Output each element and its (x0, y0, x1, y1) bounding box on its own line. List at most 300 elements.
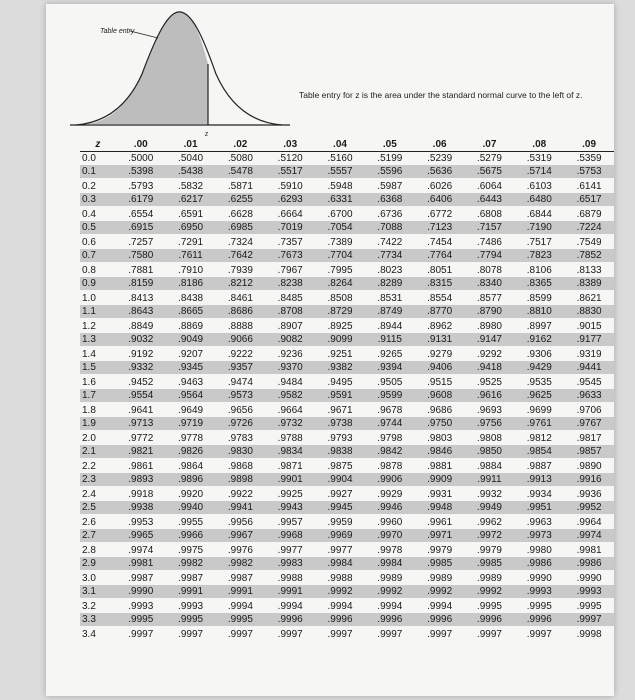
probability-cell: .9898 (215, 473, 265, 487)
probability-cell: .6517 (564, 193, 614, 207)
probability-cell: .9066 (215, 333, 265, 347)
probability-cell: .9564 (166, 389, 216, 403)
probability-cell: .9803 (415, 431, 465, 445)
normal-curve-figure (46, 4, 614, 144)
probability-cell: .9943 (265, 501, 315, 515)
probability-cell: .9972 (465, 529, 515, 543)
probability-cell: .8907 (265, 319, 315, 333)
table-row (80, 389, 614, 403)
probability-cell: .9793 (315, 431, 365, 445)
probability-cell: .7823 (514, 249, 564, 263)
probability-cell: .9887 (514, 459, 564, 473)
probability-cell: .9970 (365, 529, 415, 543)
table-row (80, 375, 614, 389)
probability-cell: .9920 (166, 487, 216, 501)
table-row (80, 347, 614, 361)
table-entry-label: Table entry (100, 28, 135, 35)
probability-cell: .9994 (415, 599, 465, 613)
probability-cell: .7910 (166, 263, 216, 277)
probability-cell: .9808 (465, 431, 515, 445)
probability-cell: .9984 (365, 557, 415, 571)
probability-cell: .9909 (415, 473, 465, 487)
z-value-cell: 0.4 (80, 207, 116, 221)
column-header: .00 (116, 137, 166, 152)
probability-cell: .6950 (166, 221, 216, 235)
z-value-cell: 1.3 (80, 333, 116, 347)
probability-cell: .8962 (415, 319, 465, 333)
table-page (46, 4, 614, 696)
probability-cell: .7549 (564, 235, 614, 249)
table-row (80, 235, 614, 249)
probability-cell: .8133 (564, 263, 614, 277)
probability-cell: .9767 (564, 417, 614, 431)
probability-cell: .9985 (415, 557, 465, 571)
probability-cell: .9713 (116, 417, 166, 431)
probability-cell: .9995 (514, 599, 564, 613)
probability-cell: .9995 (564, 599, 614, 613)
probability-cell: .8340 (465, 277, 515, 291)
probability-cell: .9854 (514, 445, 564, 459)
probability-cell: .9951 (514, 501, 564, 515)
table-row (80, 501, 614, 515)
probability-cell: .9991 (265, 585, 315, 599)
probability-cell: .9319 (564, 347, 614, 361)
probability-cell: .8531 (365, 291, 415, 305)
table-row (80, 277, 614, 291)
probability-cell: .8708 (265, 305, 315, 319)
probability-cell: .5319 (526, 153, 552, 164)
probability-cell: .9990 (514, 571, 564, 585)
probability-cell: .9997 (215, 627, 265, 641)
probability-cell: .9772 (116, 431, 166, 445)
table-row (80, 431, 614, 445)
probability-cell: .8888 (215, 319, 265, 333)
probability-cell: .8212 (215, 277, 265, 291)
probability-cell: .9941 (215, 501, 265, 515)
probability-cell: .8665 (166, 305, 216, 319)
probability-cell: .9332 (116, 361, 166, 375)
z-value-cell: 1.7 (80, 389, 116, 403)
probability-cell: .8389 (564, 277, 614, 291)
probability-cell: .9965 (116, 529, 166, 543)
probability-cell: .9940 (166, 501, 216, 515)
probability-cell: .9463 (166, 375, 216, 389)
z-value-cell: 1.4 (80, 347, 116, 361)
probability-cell: .9974 (564, 529, 614, 543)
z-value-cell: 2.5 (80, 501, 116, 515)
probability-cell: .5987 (365, 179, 415, 193)
probability-cell: .9977 (315, 543, 365, 557)
probability-cell: .9826 (166, 445, 216, 459)
probability-cell: .6064 (465, 179, 515, 193)
z-value-cell: 2.8 (80, 543, 116, 557)
probability-cell: .9633 (564, 389, 614, 403)
probability-cell: .8289 (365, 277, 415, 291)
probability-cell: .9997 (365, 627, 415, 641)
column-header-z: z (80, 137, 116, 152)
probability-cell: .9686 (415, 403, 465, 417)
probability-cell: .9881 (415, 459, 465, 473)
probability-cell: .9656 (215, 403, 265, 417)
probability-cell: .9625 (514, 389, 564, 403)
probability-cell: .5517 (265, 165, 315, 179)
probability-cell: .9871 (265, 459, 315, 473)
probability-cell: .9726 (215, 417, 265, 431)
z-value-cell: 0.2 (80, 179, 116, 193)
probability-cell: .6406 (415, 193, 465, 207)
z-value-cell: 2.6 (80, 515, 116, 529)
probability-cell: .9896 (166, 473, 216, 487)
probability-cell: .9842 (365, 445, 415, 459)
table-row (80, 193, 614, 207)
z-value-cell: 2.4 (80, 487, 116, 501)
probability-cell: .5080 (227, 153, 253, 164)
probability-cell: .9778 (166, 431, 216, 445)
probability-cell: .9960 (365, 515, 415, 529)
probability-cell: .9988 (315, 571, 365, 585)
probability-cell: .9980 (514, 543, 564, 557)
probability-cell: .9989 (365, 571, 415, 585)
probability-cell: .9955 (166, 515, 216, 529)
probability-cell: .9992 (365, 585, 415, 599)
probability-cell: .9996 (465, 613, 515, 627)
table-row (80, 263, 614, 277)
probability-cell: .8830 (564, 305, 614, 319)
table-row (80, 543, 614, 557)
probability-cell: .9987 (215, 571, 265, 585)
table-row (80, 291, 614, 305)
probability-cell: .9989 (465, 571, 515, 585)
probability-cell: .9162 (514, 333, 564, 347)
probability-cell: .9441 (564, 361, 614, 375)
probability-cell: .9993 (514, 585, 564, 599)
probability-cell: .5239 (427, 153, 453, 164)
probability-cell: .5040 (178, 153, 204, 164)
probability-cell: .6664 (265, 207, 315, 221)
probability-cell: .9925 (265, 487, 315, 501)
probability-cell: .9927 (315, 487, 365, 501)
probability-cell: .9306 (514, 347, 564, 361)
probability-cell: .9838 (315, 445, 365, 459)
z-value-cell: 1.2 (80, 319, 116, 333)
probability-cell: .9997 (564, 613, 614, 627)
probability-cell: .9515 (415, 375, 465, 389)
probability-cell: .6844 (514, 207, 564, 221)
probability-cell: .9573 (215, 389, 265, 403)
probability-cell: .9986 (564, 557, 614, 571)
probability-cell: .9961 (415, 515, 465, 529)
probability-cell: .9505 (365, 375, 415, 389)
probability-cell: .8438 (166, 291, 216, 305)
probability-cell: .9997 (315, 627, 365, 641)
probability-cell: .9969 (315, 529, 365, 543)
probability-cell: .9994 (265, 599, 315, 613)
probability-cell: .9452 (116, 375, 166, 389)
probability-cell: .6443 (465, 193, 515, 207)
z-value-cell: 0.8 (80, 263, 116, 277)
probability-cell: .9857 (564, 445, 614, 459)
probability-cell: .5753 (564, 165, 614, 179)
probability-cell: .6103 (514, 179, 564, 193)
probability-cell: .9616 (465, 389, 515, 403)
probability-cell: .7673 (265, 249, 315, 263)
probability-cell: .7794 (465, 249, 515, 263)
probability-cell: .8485 (265, 291, 315, 305)
z-value-cell: 0.9 (80, 277, 116, 291)
probability-cell: .9177 (564, 333, 614, 347)
probability-cell: .9962 (465, 515, 515, 529)
z-value-cell: 3.0 (80, 571, 116, 585)
table-row (80, 445, 614, 459)
probability-cell: .9732 (265, 417, 315, 431)
probability-cell: .9664 (265, 403, 315, 417)
probability-cell: .7123 (415, 221, 465, 235)
column-header: .07 (465, 137, 515, 152)
probability-cell: .9963 (514, 515, 564, 529)
z-value-cell: 3.3 (80, 613, 116, 627)
probability-cell: .9984 (315, 557, 365, 571)
column-header: .03 (265, 137, 315, 152)
probability-cell: .9997 (415, 627, 465, 641)
probability-cell: .7324 (215, 235, 265, 249)
table-row (80, 207, 614, 221)
table-row (80, 585, 614, 599)
probability-cell: .6700 (315, 207, 365, 221)
table-row (80, 403, 614, 417)
table-row (80, 487, 614, 501)
probability-cell: .9986 (514, 557, 564, 571)
probability-cell: .9693 (465, 403, 515, 417)
column-header: .08 (514, 137, 564, 152)
probability-cell: .5948 (315, 179, 365, 193)
probability-cell: .5120 (277, 153, 303, 164)
probability-cell: .9744 (365, 417, 415, 431)
probability-cell: .7881 (116, 263, 166, 277)
probability-cell: .7704 (315, 249, 365, 263)
probability-cell: .9115 (365, 333, 415, 347)
probability-cell: .9582 (265, 389, 315, 403)
probability-cell: .9991 (166, 585, 216, 599)
probability-cell: .7190 (514, 221, 564, 235)
column-header: .01 (166, 137, 216, 152)
probability-cell: .9495 (315, 375, 365, 389)
probability-cell: .8238 (265, 277, 315, 291)
probability-cell: .9929 (365, 487, 415, 501)
probability-cell: .9032 (116, 333, 166, 347)
probability-cell: .5793 (116, 179, 166, 193)
probability-cell: .5000 (128, 153, 154, 164)
probability-cell: .9719 (166, 417, 216, 431)
probability-cell: .7486 (465, 235, 515, 249)
probability-cell: .9861 (116, 459, 166, 473)
probability-cell: .9821 (116, 445, 166, 459)
probability-cell: .9918 (116, 487, 166, 501)
table-row (80, 152, 614, 166)
z-value-cell: 3.4 (80, 627, 116, 641)
z-value-cell: 2.1 (80, 445, 116, 459)
probability-cell: .6591 (166, 207, 216, 221)
probability-cell: .6554 (116, 207, 166, 221)
table-row (80, 557, 614, 571)
probability-cell: .9996 (265, 613, 315, 627)
probability-cell: .8980 (465, 319, 515, 333)
table-row (80, 571, 614, 585)
probability-cell: .9265 (365, 347, 415, 361)
probability-cell: .9901 (265, 473, 315, 487)
probability-cell: .9738 (315, 417, 365, 431)
probability-cell: .9599 (365, 389, 415, 403)
probability-cell: .9913 (514, 473, 564, 487)
probability-cell: .9996 (315, 613, 365, 627)
probability-cell: .9997 (465, 627, 515, 641)
probability-cell: .5398 (116, 165, 166, 179)
probability-cell: .9904 (315, 473, 365, 487)
probability-cell: .9932 (465, 487, 515, 501)
probability-cell: .6368 (365, 193, 415, 207)
probability-cell: .9973 (514, 529, 564, 543)
probability-cell: .9996 (415, 613, 465, 627)
probability-cell: .9949 (465, 501, 515, 515)
probability-cell: .7517 (514, 235, 564, 249)
probability-cell: .9995 (215, 613, 265, 627)
probability-cell: .9641 (116, 403, 166, 417)
probability-cell: .7734 (365, 249, 415, 263)
probability-cell: .8078 (465, 263, 515, 277)
probability-cell: .6179 (116, 193, 166, 207)
probability-cell: .8554 (415, 291, 465, 305)
probability-cell: .9996 (365, 613, 415, 627)
probability-cell: .9997 (514, 627, 564, 641)
probability-cell: .9868 (215, 459, 265, 473)
probability-cell: .7995 (315, 263, 365, 277)
table-body (80, 152, 614, 642)
probability-cell: .9976 (215, 543, 265, 557)
probability-cell: .9945 (315, 501, 365, 515)
probability-cell: .9761 (514, 417, 564, 431)
z-table (80, 137, 614, 641)
table-row (80, 221, 614, 235)
table-row (80, 473, 614, 487)
probability-cell: .7611 (166, 249, 216, 263)
probability-cell: .7454 (415, 235, 465, 249)
probability-cell: .7764 (415, 249, 465, 263)
probability-cell: .9971 (415, 529, 465, 543)
probability-cell: .9783 (215, 431, 265, 445)
probability-cell: .9756 (465, 417, 515, 431)
probability-cell: .9015 (564, 319, 614, 333)
probability-cell: .7019 (265, 221, 315, 235)
probability-cell: .9987 (166, 571, 216, 585)
column-header: .02 (215, 137, 265, 152)
probability-cell: .8997 (514, 319, 564, 333)
probability-cell: .7939 (215, 263, 265, 277)
z-value-cell: 1.1 (80, 305, 116, 319)
table-row (80, 599, 614, 613)
probability-cell: .8365 (514, 277, 564, 291)
z-value-cell: 0.7 (80, 249, 116, 263)
probability-cell: .9875 (315, 459, 365, 473)
probability-cell: .8599 (514, 291, 564, 305)
z-value-cell: 2.7 (80, 529, 116, 543)
probability-cell: .9394 (365, 361, 415, 375)
probability-cell: .9830 (215, 445, 265, 459)
probability-cell: .7054 (315, 221, 365, 235)
probability-cell: .5714 (514, 165, 564, 179)
probability-cell: .9983 (265, 557, 315, 571)
probability-cell: .8051 (415, 263, 465, 277)
z-value-cell: 3.2 (80, 599, 116, 613)
table-row (80, 627, 614, 641)
probability-cell: .8643 (116, 305, 166, 319)
probability-cell: .9974 (116, 543, 166, 557)
probability-cell: .9525 (465, 375, 515, 389)
table-header-row (80, 137, 614, 152)
probability-cell: .9934 (514, 487, 564, 501)
z-value-cell: 1.0 (80, 291, 116, 305)
z-value-cell: 3.1 (80, 585, 116, 599)
probability-cell: .9906 (365, 473, 415, 487)
probability-cell: .8810 (514, 305, 564, 319)
probability-cell: .5478 (215, 165, 265, 179)
probability-cell: .8461 (215, 291, 265, 305)
probability-cell: .7357 (265, 235, 315, 249)
probability-cell: .9981 (116, 557, 166, 571)
probability-cell: .7257 (116, 235, 166, 249)
probability-cell: .9893 (116, 473, 166, 487)
probability-cell: .9817 (564, 431, 614, 445)
probability-cell: .9207 (166, 347, 216, 361)
probability-cell: .9192 (116, 347, 166, 361)
probability-cell: .9429 (514, 361, 564, 375)
probability-cell: .8577 (465, 291, 515, 305)
probability-cell: .8413 (116, 291, 166, 305)
probability-cell: .9989 (415, 571, 465, 585)
probability-cell: .6331 (315, 193, 365, 207)
probability-cell: .8023 (365, 263, 415, 277)
probability-cell: .9952 (564, 501, 614, 515)
probability-cell: .9911 (465, 473, 515, 487)
probability-cell: .6772 (415, 207, 465, 221)
probability-cell: .9992 (415, 585, 465, 599)
probability-cell: .9994 (315, 599, 365, 613)
probability-cell: .9977 (265, 543, 315, 557)
probability-cell: .9975 (166, 543, 216, 557)
probability-cell: .5199 (377, 153, 403, 164)
z-value-cell: 0.6 (80, 235, 116, 249)
probability-cell: .9474 (215, 375, 265, 389)
probability-cell: .8159 (116, 277, 166, 291)
probability-cell: .9678 (365, 403, 415, 417)
table-caption: Table entry for z is the area under the standard normal curve to the left of z. (299, 90, 583, 100)
probability-cell: .9948 (415, 501, 465, 515)
column-header: .09 (564, 137, 614, 152)
probability-cell: .7291 (166, 235, 216, 249)
probability-cell: .9991 (215, 585, 265, 599)
table-row (80, 165, 614, 179)
probability-cell: .9959 (315, 515, 365, 529)
probability-cell: .9884 (465, 459, 515, 473)
probability-cell: .9982 (215, 557, 265, 571)
probability-cell: .6293 (265, 193, 315, 207)
probability-cell: .9554 (116, 389, 166, 403)
probability-cell: .6736 (365, 207, 415, 221)
probability-cell: .5359 (576, 153, 602, 164)
z-value-cell: 2.9 (80, 557, 116, 571)
probability-cell: .6915 (116, 221, 166, 235)
probability-cell: .7642 (215, 249, 265, 263)
probability-cell: .5438 (166, 165, 216, 179)
probability-cell: .6985 (215, 221, 265, 235)
